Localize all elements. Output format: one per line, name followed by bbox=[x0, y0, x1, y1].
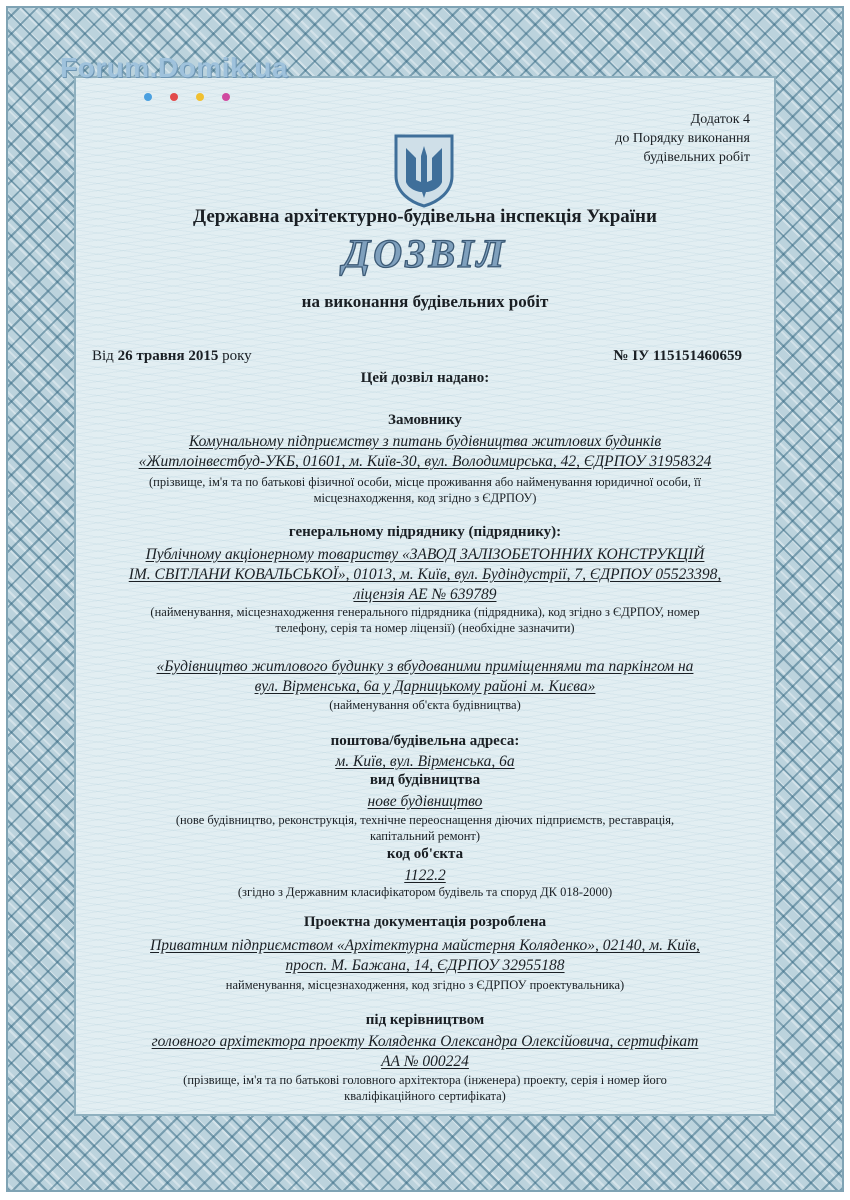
project-docs-heading: Проектна документація розроблена bbox=[303, 914, 547, 930]
customer-note: місцезнаходження, код згідно з ЄДРПОУ) bbox=[313, 491, 537, 505]
supervision-line: головного архітектора проекту Коляденка Олександра Олексійовича, сертифікат bbox=[151, 1033, 699, 1050]
project-docs-line: Приватним підприємством «Архітектурна майстерня Коляденко», 02140, м. Київ, bbox=[150, 937, 700, 954]
construction-type-note: капітальний ремонт) bbox=[369, 829, 481, 843]
object-code-value: 1122.2 bbox=[404, 867, 446, 884]
supervision-note: (прізвище, ім'я та по батькові головного архітектора (інженера) проекту, серія і номер його bbox=[183, 1073, 667, 1087]
address-value: м. Київ, вул. Вірменська, 6а bbox=[335, 753, 515, 770]
object-name-line: вул. Вірменська, 6а у Дарницькому районі м. Києва» bbox=[254, 678, 596, 695]
addendum-line: Додаток 4 bbox=[690, 112, 750, 127]
addendum-line: будівельних робіт bbox=[643, 150, 750, 165]
trident-emblem-icon bbox=[392, 132, 456, 213]
address-heading: поштова/будівельна адреса: bbox=[330, 733, 520, 749]
customer-name-line: «Житлоінвестбуд-УКБ, 01601, м. Київ-30, вул. Володимирська, 42, ЄДРПОУ 31958324 bbox=[138, 453, 712, 470]
customer-note: (прізвище, ім'я та по батькові фізичної особи, місце проживання або найменування юридичної особи, її bbox=[149, 475, 701, 489]
permit-number: № ІУ 115151460659 bbox=[613, 348, 742, 364]
contractor-line: ІМ. СВІТЛАНИ КОВАЛЬСЬКОЇ», 01013, м. Київ, вул. Будіндустрії, 7, ЄДРПОУ 05523398, bbox=[128, 566, 722, 583]
watermark-dots bbox=[144, 88, 248, 106]
object-code-heading: код об'єкта bbox=[386, 846, 464, 862]
project-docs-line: просп. М. Бажана, 14, ЄДРПОУ 32955188 bbox=[285, 957, 565, 974]
contractor-note: (найменування, місцезнаходження генерального підрядника (підрядника), код згідно з ЄДРПОУ, номер bbox=[150, 605, 700, 619]
construction-type-value: нове будівництво bbox=[367, 793, 483, 810]
granted-to-heading: Цей дозвіл надано: bbox=[360, 370, 490, 386]
date-prefix: Від bbox=[92, 348, 114, 364]
date-suffix: року bbox=[222, 348, 252, 364]
construction-type-heading: вид будівництва bbox=[369, 772, 481, 788]
customer-name-line: Комунальному підприємству з питань будівництва житлових будинків bbox=[188, 433, 662, 450]
contractor-license: ліцензія АЕ № 639789 bbox=[353, 586, 497, 603]
issue-date: 26 травня 2015 bbox=[117, 348, 219, 364]
addendum-line: до Порядку виконання bbox=[615, 131, 750, 146]
document-subtitle: на виконання будівельних робіт bbox=[301, 292, 549, 311]
issue-date-line bbox=[92, 348, 252, 365]
watermark-dot bbox=[144, 93, 152, 101]
watermark-dot bbox=[170, 93, 178, 101]
watermark-dot bbox=[222, 93, 230, 101]
object-note: (найменування об'єкта будівництва) bbox=[329, 698, 521, 712]
object-name-line: «Будівництво житлового будинку з вбудованими приміщеннями та паркінгом на bbox=[156, 658, 694, 675]
contractor-note: телефону, серія та номер ліцензії) (необхідне зазначити) bbox=[275, 621, 575, 635]
issuing-authority: Державна архітектурно-будівельна інспекція України bbox=[193, 206, 657, 227]
watermark-logo: Forum.Domik.ua bbox=[60, 52, 288, 83]
object-code-note: (згідно з Державним класифікатором будівель та споруд ДК 018-2000) bbox=[237, 885, 613, 899]
project-docs-note: найменування, місцезнаходження, код згідно з ЄДРПОУ проектувальника) bbox=[225, 978, 625, 992]
document-title: ДОЗВІЛ bbox=[342, 231, 508, 276]
supervision-note: кваліфікаційного сертифіката) bbox=[344, 1089, 506, 1103]
supervision-certificate: АА № 000224 bbox=[381, 1053, 469, 1070]
customer-heading: Замовнику bbox=[388, 412, 462, 428]
construction-type-note: (нове будівництво, реконструкція, технічне переоснащення діючих підприємств, реставрація, bbox=[175, 813, 675, 827]
supervision-heading: під керівництвом bbox=[365, 1012, 485, 1028]
contractor-line: Публічному акціонерному товариству «ЗАВОД ЗАЛІЗОБЕТОННИХ КОНСТРУКЦІЙ bbox=[145, 546, 705, 563]
addendum-note bbox=[550, 110, 750, 167]
contractor-heading: генеральному підряднику (підряднику): bbox=[288, 524, 562, 540]
watermark-dot bbox=[196, 93, 204, 101]
